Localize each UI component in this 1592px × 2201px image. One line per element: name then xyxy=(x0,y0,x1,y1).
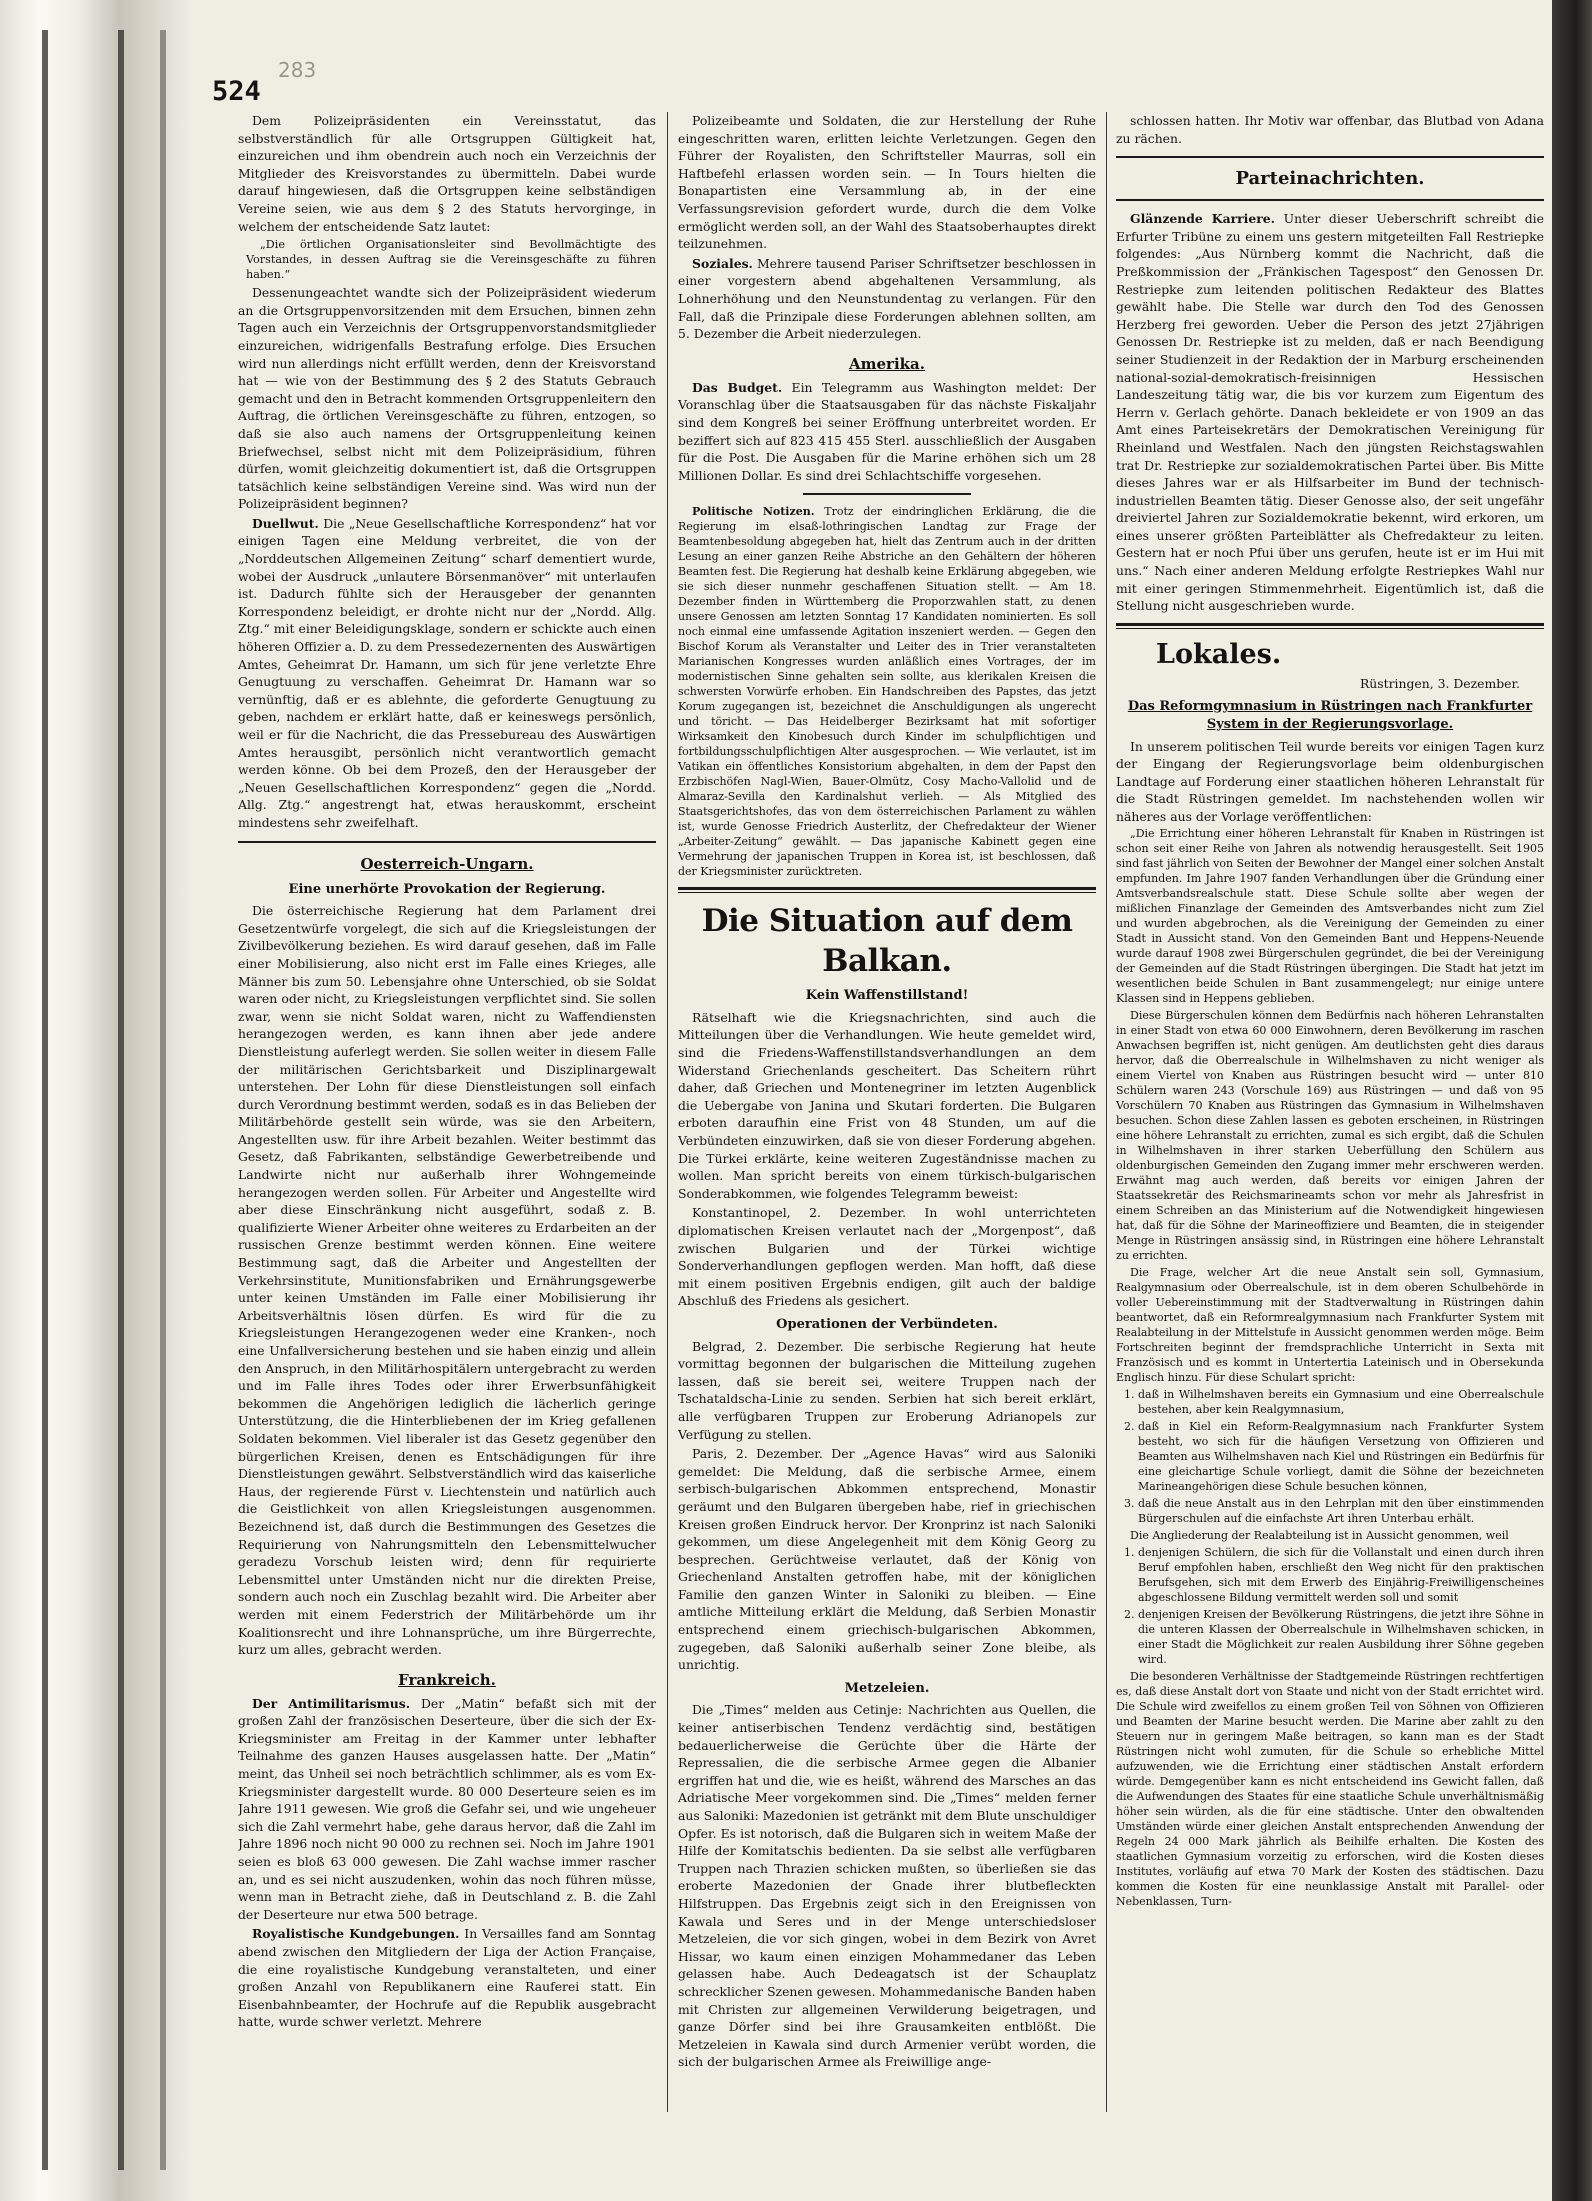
article-subheadline: Kein Waffenstillstand! xyxy=(805,988,969,1004)
paragraph xyxy=(678,379,1096,485)
page-right-edge xyxy=(1552,0,1592,2201)
item-text: Mehrere tausend Pariser Schriftsetzer beschlossen in einer vorgestern abend abgehaltenen Versammlung, als Lohnerhöhung und den Neunstundentag zu verlangen. Für den Fall, daß die Prinzipale diese Forderungen ablehnen sollten, am 5. Dezember die Arbeit niederzulegen. xyxy=(678,255,1096,342)
column-1 xyxy=(238,112,656,2152)
item-lead: Der Antimilitarismus. xyxy=(252,1695,411,1711)
list-item: 1. daß in Wilhelmshaven bereits ein Gymnasium und eine Oberrealschule bestehen, aber kein Realgymnasium, xyxy=(1138,1387,1544,1417)
article-headline: Eine unerhörte Provokation der Regierung. xyxy=(288,881,606,897)
item-lead: Glänzende Karriere. xyxy=(1130,211,1275,227)
pencil-mark: 283 xyxy=(278,58,317,82)
item-text: Ein Telegramm aus Washington meldet: Der Voranschlag über die Staatsausgaben für das nächste Fiskaljahr sind dem Kongreß bei seiner Eröffnung unterbreitet worden. Er beziffert sich auf 823 415 455 Sterl. ausschließlich der Ausgaben für die Post. Die Ausgaben für die Marine erhöhen sich um 28 Millionen Dollar. Es sind drei Schlachtschiffe vorgesehen. xyxy=(678,379,1096,483)
paragraph: Polizeibeamte und Soldaten, die zur Herstellung der Ruhe eingeschritten waren, erlitten leichte Verletzungen. Gegen den Führer der Royalisten, den Schriftsteller Maurras, soll ein Haftbefehl erlassen worden sein. — In Tours hielten die Bonapartisten eine Versammlung ab, in der eine Verfassungsrevision gefordert wurde, durch die dem Volke ermöglicht werden soll, an der Wahl des Staatsoberhauptes direkt teilzunehmen. xyxy=(678,113,1096,252)
paragraph: Dessenungeachtet wandte sich der Polizeipräsident wiederum an die Ortsgruppenvorsitzenden mit dem Ersuchen, binnen zehn Tagen auch ein Verzeichnis der Ortsgruppenvorstandsmitglieder einzureichen, widrigenfalls Bestrafung erfolge. Dies Ersuchen wird nun allerdings nicht erfüllt werden, denn der Kreisvorstand hat — wie von der Bestimmung des § 2 des Statuts Gebrauch gemacht und den in Betracht kommenden Ortsgruppenleitern den Auftrag, die örtlichen Vereinsgeschäfte zu führen, entzogen, so daß sie also auch namens der Ortsgruppenleitung keinen Briefwechsel, selbst nicht mit dem Polizeipräsidium, führen dürfen, womit gleichzeitig dokumentiert ist, daß die Ortsgruppen tatsächlich keine selbständigen Vereine sind. Was wird nun der Polizeipräsident beginnen? xyxy=(238,285,656,512)
paragraph xyxy=(678,255,1096,343)
item-text: Der „Matin“ befaßt sich mit der großen Zahl der französischen Deserteure, über die sich der Ex-Kriegsminister am Freitag in der Kammer unter lebhafter Teilnahme des ganzen Hauses ausgelassen hatte. Der „Matin“ meint, das Unheil sei noch beträchtlich schlimmer, als es vom Ex-Kriegsminister dargestellt wurde. 80 000 Deserteure seien es im Jahre 1911 gewesen. Wie groß die Gefahr sei, und wie ungeheuer sich die Zahl vermehrt habe, gehe daraus hervor, daß die Zahl im Jahre 1896 noch nicht 90 000 zu rechnen sei. Noch im Jahre 1901 seien es bloß 63 000 gewesen. Die Zahl wachse immer rascher an, und es sei nicht auszudenken, wohin das noch führen müsse, wenn man in Betracht ziehe, daß in Deutschland z. B. die Zahl der Deserteure nur etwa 500 betrage. xyxy=(238,1695,656,1922)
column-divider xyxy=(1106,112,1107,2112)
section-heading-oesterreich: Oesterreich-Ungarn. xyxy=(360,854,534,873)
paragraph: Belgrad, 2. Dezember. Die serbische Regierung hat heute vormittag begonnen der bulgarischen die Mitteilung zugehen lassen, daß sie bereit sei, weitere Truppen nach der Tschataldscha-Linie zu senden. Serbien hat sich bereit erklärt, alle verfügbaren Truppen zur Eroberung Adrianopels zur Verfügung zu stellen. xyxy=(678,1338,1096,1442)
article-subheadline: Metzeleien. xyxy=(844,1680,930,1696)
paragraph: Dem Polizeipräsidenten ein Vereinsstatut, das selbstverständlich für alle Ortsgruppen Gültigkeit hat, einzureichen und ihm obendrein auch noch ein Verzeichnis der Mitglieder des Kreisvorstandes zu übermitteln. Dabei wurde darauf hingewiesen, daß die Ortsgruppen keine selbständigen Vereine seien, wie aus dem § 2 des Statuts hervorginge, in welchem der entscheidende Satz lautet: xyxy=(238,113,656,234)
paragraph: Rätselhaft wie die Kriegsnachrichten, sind auch die Mitteilungen über die Verhandlungen. Wie heute gemeldet wird, sind die Friedens-Waffenstillstandsverhandlungen an dem Widerstand Griechenlands gescheitert. Das Scheitern rührt daher, daß Griechen und Montenegriner im letzten Augenblick die Uebergabe von Janina und Skutari forderten. Die Bulgaren erboten daraufhin eine Frist von 48 Stunden, um auf die Verbündeten einzuwirken, daß sie von dieser Forderung abgehen. Die Türkei erklärte, keine weiteren Zugeständnisse machen zu wollen. Man spricht bereits von einem türkisch-bulgarischen Sonderabkommen, wie folgendes Telegramm beweist: xyxy=(678,1009,1096,1201)
section-heading-lokales: Lokales. xyxy=(1156,638,1282,670)
binding-fold xyxy=(118,30,124,2170)
quoted-bill xyxy=(1116,826,1544,1909)
separator xyxy=(1116,623,1544,629)
quote: „Die örtlichen Organisationsleiter sind Bevollmächtigte des Vorstandes, in dessen Auftrag sie die Vereinsgeschäfte zu führen haben.“ xyxy=(246,238,656,282)
item-lead: Soziales. xyxy=(692,255,753,271)
item-text: Unter dieser Ueberschrift schreibt die Erfurter Tribüne zu einem uns gestern mitgeteilten Fall Restriepke folgendes: „Aus Nürnberg kommt die Nachricht, daß die Preßkommission der „Fränkischen Tagespost“ den Genossen Dr. Restriepke zum leitenden politischen Redakteur des Blattes gewählt habe. Die Stelle war durch den Tod des Genossen Herzberg frei geworden. Ueber die Person des jetzt 27jährigen Genossen Dr. Restriepke ist zu melden, daß er nach Beendigung seiner Studienzeit in der Redaktion der in Marburg erscheinenden national-sozial-demokratisch-freisinnigen Hessischen Landeszeitung tätig war, die bis vor kurzem zum Eigentum des Herrn v. Gerlach gehörte. Danach bekleidete er von 1909 an das Amt eines Parteisekretärs der Demokratischen Vereinigung für Rheinland und Westfalen. Nach den jüngsten Reichstagswahlen trat Dr. Restriepke zur sozialdemokratischen Partei über. Bis Mitte dieses Jahres war er als Hilfsarbeiter im Bund der technisch-industriellen Beamten tätig. Dieser Genosse also, der seit ungefähr dreiviertel Jahren zur Sozialdemokratie bekennt, wird erkoren, um eines unserer größten Parteiblätter als Chefredakteur zu leiten. Gestern hat er noch Pfui über uns gerufen, heute ist er im Hui mit uns.“ Nach einer anderen Meldung erfolgte Restriepkes Wahl nur mit einer geringen Stimmenmehrheit. Eigentümlich ist, daß die Stellung nicht ausgeschrieben wurde. xyxy=(1116,211,1544,614)
list-item: 2. denjenigen Kreisen der Bevölkerung Rüstringens, die jetzt ihre Söhne in die unteren Klassen der Oberrealschule in Wilhelmshaven schicken, in einer Stadt die Möglichkeit zur realen Ausbildung ihrer Söhne gegeben wird. xyxy=(1138,1607,1544,1667)
column-3 xyxy=(1116,112,1544,2152)
column-divider xyxy=(667,112,668,2112)
paragraph: Die besonderen Verhältnisse der Stadtgemeinde Rüstringen rechtfertigen es, daß diese Anstalt dort von Staate und nicht von der Stadt errichtet wird. Die Schule wird zweifellos zu einem großen Teil von Söhnen von Offizieren und Beamten der Marine besucht werden. Die Marine aber zahlt zu den Steuern nur in geringem Maße beitragen, so kann man es der Stadt Rüstringen nicht wohl zumuten, für die Schule so erhebliche Mittel aufzuwenden, wie die Errichtung einer städtischen Anstalt erfordern würde. Demgegenüber kann es nicht entscheidend ins Gewicht fallen, daß die Aufwendungen des Staates für eine staatliche Schule unverhältnismäßig höher sein würden, als die für eine städtische. Unter den obwaltenden Umständen würde einer gleichen Anstalt entsprechenden Anwendung der Regeln 24 000 Mark jährlich als Beihilfe erhalten. Die Kosten des staatlichen Gymnasium vorzeitig zu erforschen, wird die Kosten dieses Institutes, vorläufig auf etwa 70 Mark der Kosten des städtischen. Dazu kommen die Kosten für eine neunklassige Anstalt mit Parallel- oder Nebenklassen, Turn- xyxy=(1116,1669,1544,1908)
list-item: 1. denjenigen Schülern, die sich für die Vollanstalt und einen durch ihren Beruf empfohlen haben, erschließt den Weg nicht für den praktischen Berufsgehen, sich mit dem Erwerb des Einjährig-Freiwilligenscheines abgeschlossene Bildung vermittelt werden soll und somit xyxy=(1138,1545,1544,1605)
reasons-list xyxy=(1116,1545,1544,1667)
section-heading-parteinachrichten: Parteinachrichten. xyxy=(1235,168,1425,190)
paragraph: Die österreichische Regierung hat dem Parlament drei Gesetzentwürfe vorgelegt, die sich auf die Kriegsleistungen der Zivilbevölkerung beziehen. Es wird darauf gesehen, daß im Falle einer Mobilisierung, also nicht erst im Falle eines Krieges, alle Männer bis zum 50. Lebensjahre ohne Unterschied, ob sie Soldat waren oder nicht, zu Kriegsleistungen verpflichtet sind. Sie sollen zwar, wenn sie nicht Soldat waren, nicht zu Waffendiensten herangezogen werden, es kann ihnen aber jede andere Dienstleistung auferlegt werden. Sie sollen weiter in diesem Falle der militärischen Gerichtsbarkeit und Disziplinargewalt unterstehen. Der Lohn für diese Dienstleistungen soll einfach durch Verordnung bestimmt werden, sodaß es in das Belieben der Militärbehörde gestellt sein würde, was sie den Arbeitern, Angestellten usw. für ihre Arbeit bezahlen. Weiter bestimmt das Gesetz, daß Fabrikanten, selbständige Gewerbetreibende und Landwirte nicht nur außerhalb ihrer Wohngemeinde herangezogen werden sollen. Für Arbeiter und Angestellte wird aber diese Einschränkung nicht ausgeführt, sodaß z. B. qualifizierte Wiener Arbeiter ohne weiteres zu Erdarbeiten an der russischen Grenze bestimmt werden können. Eine weitere Bestimmung sagt, daß die Arbeiter und Angestellten der Verkehrsinstitute, Munitionsfabriken und Ernährungsgewerbe unter keinen Umständen im Falle einer Mobilisierung ihr Arbeitsverhältnis lösen dürfen. Es wird für die zu Kriegsleistungen Herangezogenen weder eine Kranken-, noch eine Unfallversicherung bestehen und sie haben einzig und allein den Anspruch, in den Militärhospitälern untergebracht zu werden und im Falle ihres Todes oder ihrer Erwerbsunfähigkeit bekommen die Angehörigen lediglich die lächerlich geringe Unterstützung, die die Hinterbliebenen der im Krieg gefallenen Soldaten bekommen. Viel liberaler ist das Gesetz gegenüber den bürgerlichen Kreisen, denen es Entschädigungen für ihre Dienstleistungen gewährt. Selbstverständlich wird das kaiserliche Haus, der regierende Fürst v. Liechtenstein und natürlich auch die Geistlichkeit von allen Kriegsleistungen ausgenommen. Bezeichnend ist, daß durch die Bestimmungen des Gesetzes die Requirierung von Nahrungsmitteln den Lebensmittelwucher geradezu Vorschub leisten wird; denn für requirierte Lebensmittel unter Umständen nicht nur die direkten Preise, sondern auch noch ein Zuschlag bezahlt wird. Die Arbeiter aber werden mit einem Federstrich der Militärbehörde um ihr Koalitionsrecht und ihre Lohnansprüche, um ihre Bürgerrechte, kurz um alles, gebracht werden. xyxy=(238,903,656,1658)
item-lead: Duellwut. xyxy=(252,515,319,531)
separator xyxy=(678,887,1096,893)
paragraph: Die „Times“ melden aus Cetinje: Nachrichten aus Quellen, die keiner antiserbischen Tendenz verdächtig sind, bestätigen bedauerlicherweise die Gerüchte über die Härte der Repressalien, die die serbische Armee gegen die Albanier ergriffen hat und die, wie es heißt, während des Marsches an das Adriatische Meer vorgekommen sind. Die „Times“ melden ferner aus Saloniki: Mazedonien ist getränkt mit dem Blute unschuldiger Opfer. Es ist notorisch, daß die Bulgaren sich in weitem Maße der Hilfe der Komitatschis bedienten. Da sie selbst alle verfügbaren Truppen nach Thrazien schicken mußten, so überließen sie das eroberte Mazedonien der Gnade ihrer blutbefleckten Hilfstruppen. Das Ergebnis zeigt sich in den Ereignissen von Kawala und Seres und in der Menge unterschiedsloser Metzeleien, die vor sich gingen, wobei in dem Bezirk von Avret Hissar, wo kaum einen einzigen Mohammedaner das Leben gelassen habe. Auch Dedeagatsch ist der Schauplatz schrecklicher Szenen gewesen. Mohammedanische Banden haben mit Christen zur allgemeinen Verwilderung beigetragen, und ganze Dörfer sind bei ihre Grausamkeiten entblößt. Die Metzeleien in Kawala sind durch Armenier verübt worden, die sich der bulgarischen Armee als Freiwillige ange- xyxy=(678,1702,1096,2070)
paragraph xyxy=(678,504,1096,879)
section-heading-amerika: Amerika. xyxy=(849,354,925,373)
paragraph: „Die Errichtung einer höheren Lehranstalt für Knaben in Rüstringen ist schon seit einer Reihe von Jahren als notwendig herausgestellt. Seit 1905 sind fast jährlich von Seiten der Bewohner der Mangel einer solchen Anstalt empfunden. Im Jahre 1907 fanden Verhandlungen über die Gründung einer Amtsverbandsrealschule statt. Diese Schule sollte aber wegen der mißlichen Finanzlage der Gemeinden des Amtsverbandes nicht zum Ziel und wurden abgebrochen, als die Vereinigung der Gemeinden zu einer Stadt in Aussicht stand. Von den Gemeinden Bant und Heppens-Neuende wurde darauf 1908 zwei Bürgerschulen gegründet, die bei der Vereinigung der Gemeinden auf die Stadt Rüstringen übergingen. Die Stadt hat jetzt im wesentlichen beide Schulen in Bant zusammengelegt; nur einige untere Klassen sind in Heppens geblieben. xyxy=(1116,826,1544,1005)
paragraph xyxy=(1116,210,1544,615)
reasons-list xyxy=(1116,1387,1544,1526)
item-text: Trotz der eindringlichen Erklärung, die die Regierung im elsaß-lothringischen Landtag zur Frage der Beamtenbesoldung abgegeben hat, hielt das Zentrum auch in der dritten Lesung an einer ganzen Reihe Abstriche an den Gehältern der höheren Beamten fest. Die Regierung hat deshalb keine Erklärung abgegeben, wie sie sich dieser nunmehr geschaffenen Situation stellt. — Am 18. Dezember finden in Württemberg die Proporzwahlen statt, zu denen unsere Genossen am letzten Sonntag 17 Kandidaten nominierten. Es soll noch einmal eine umfassende Agitation inszeniert werden. — Gegen den Bischof Korum als Veranstalter und Leiter des in Trier veranstalteten Marianischen Kongresses wurden anläßlich eines Vortrages, der im modernistischen Sinne gehalten sein sollte, aus klerikalen Kreisen die schwersten Vorwürfe erhoben. Ein Handschreiben des Papstes, das jetzt Korum zugegangen ist, bezeichnet die Anschuldigungen als ungerecht und töricht. — Das Heidelberger Bezirksamt hat mit sofortiger Wirksamkeit den Kinobesuch durch Kinder im schulpflichtigen und fortbildungsschulpflichtigen Alter ausgesprochen. — Wie verlautet, ist im Vatikan ein öffentliches Konsistorium abgehalten, in dem der Papst den Erzbischöfen Nagl-Wien, Bauer-Olmütz, Cosy Macho-Vallolid und de Almaraz-Sevilla den Kardinalshut verlieh. — Als Mitglied des Staatsgerichtshofes, das von dem österreichischen Parlament zu wählen ist, wurde Genosse Friedrich Austerlitz, der Chefredakteur der Wiener „Arbeiter-Zeitung“ gewählt. — Das japanische Kabinett gegen eine Vermehrung der japanischen Truppen in Korea ist, ist beschlossen, daß der Kriegsminister zurücktreten. xyxy=(678,505,1096,879)
paragraph: Paris, 2. Dezember. Der „Agence Havas“ wird aus Saloniki gemeldet: Die Meldung, daß die serbische Armee, einem serbisch-bulgarischen Abkommen entsprechend, Monastir geräumt und den Bulgaren übergeben habe, rief in griechischen Kreisen großen Eindruck hervor. Der Kronprinz ist nach Saloniki gekommen, um diese Angelegenheit mit dem König Georg zu besprechen. Gerüchtweise verlautet, daß der König von Griechenland Anstalten getroffen habe, mit der königlichen Familie den ganzen Winter in Saloniki zu bleiben. — Eine amtliche Mitteilung erklärt die Meldung, daß Serbien Monastir entsprechend einem griechisch-bulgarischen Abkommen, zugegeben, daß Saloniki außerhalb seiner Zone bleibe, als unrichtig. xyxy=(678,1446,1096,1673)
article-headline: Das Reformgymnasium in Rüstringen nach Frankfurter System in der Regierungsvorlage. xyxy=(1127,699,1533,733)
paragraph: Die Frage, welcher Art die neue Anstalt sein soll, Gymnasium, Realgymnasium oder Oberrealschule, ist in dem oberen Schulbehörde in voller Uebereinstimmung mit der Stadtverwaltung in Rüstringen dahin beantwortet, daß ein Reformrealgymnasium nach Frankfurter System mit Realabteilung in der Mittelstufe in Aussicht genommen werden möge. Beim Fortschreiten beginnt der fremdsprachliche Unterricht in Sexta mit Französisch und es kommt in Untertertia Lateinisch und in Obersekunda Englisch hinzu. Für diese Schulart spricht: xyxy=(1116,1265,1544,1384)
list-item: 2. daß in Kiel ein Reform-Realgymnasium nach Frankfurter System besteht, wo sich für die häufigen Versetzung von Offizieren und Beamten aus Wilhelmshaven nach Kiel und Rüstringen ein Bedürfnis für eine gleichartige Schule vorliegt, damit die Söhne der bezeichneten Marineangehörigen diese Schule besuchen können, xyxy=(1138,1419,1544,1494)
list-item: 3. daß die neue Anstalt aus in den Lehrplan mit den über einstimmenden Bürgerschulen auf die einfachste Art ihren Unterbau erhält. xyxy=(1138,1496,1544,1526)
article-subheadline: Operationen der Verbündeten. xyxy=(776,1316,998,1332)
binding-fold xyxy=(160,30,166,2170)
separator xyxy=(238,841,656,843)
item-lead: Royalistische Kundgebungen. xyxy=(252,1926,460,1942)
item-text: In Versailles fand am Sonntag abend zwischen den Mitgliedern der Liga der Action Française, die eine royalistische Kundgebung veranstalteten, und einer großen Anzahl von Republikanern eine Rauferei statt. Ein Eisenbahnbeamter, der Hochrufe auf die Republik ausgebracht hatte, wurde schwer verletzt. Mehrere xyxy=(238,1926,656,2030)
paragraph xyxy=(238,1925,656,2031)
paragraph: In unserem politischen Teil wurde bereits vor einigen Tagen kurz der Eingang der Regierungsvorlage beim oldenburgischen Landtage auf Forderung einer staatlichen höheren Lehranstalt für die Stadt Rüstringen gemeldet. Im nachstehenden wollen wir näheres aus der Vorlage veröffentlichen: xyxy=(1116,738,1544,824)
section-heading-frankreich: Frankreich. xyxy=(398,1670,496,1689)
paragraph: Die Angliederung der Realabteilung ist in Aussicht genommen, weil xyxy=(1130,1528,1509,1542)
paragraph: schlossen hatten. Ihr Motiv war offenbar, das Blutbad von Adana zu rächen. xyxy=(1116,113,1544,146)
paragraph xyxy=(238,515,656,832)
column-2 xyxy=(678,112,1096,2152)
political-notes-block xyxy=(678,504,1096,879)
headline-balkan: Die Situation auf dem Balkan. xyxy=(701,903,1073,980)
separator xyxy=(1116,156,1544,158)
binding-fold xyxy=(42,30,48,2170)
page-number: 524 xyxy=(212,76,261,107)
dateline: Rüstringen, 3. Dezember. xyxy=(1359,675,1520,691)
paragraph xyxy=(238,1695,656,1924)
item-lead: Politische Notizen. xyxy=(692,505,815,519)
paragraph: Diese Bürgerschulen können dem Bedürfnis nach höheren Lehranstalten in einer Stadt von etwa 60 000 Einwohnern, deren Bevölkerung im raschen Anwachsen begriffen ist, nicht genügen. Am deutlichsten geht dies daraus hervor, daß die Oberrealschule in Wilhelmshaven zu nicht weniger als einem Viertel von Knaben aus Rüstringen besucht wird — unter 810 Schülern waren 243 (Vorschule 169) aus Rüstringen — und daß von 95 Vorschülern 70 Knaben aus Rüstringen das Gymnasium in Wilhelmshaven besuchen. Schon diese Zahlen lassen es geboten erscheinen, in Rüstringen eine höhere Lehranstalt zu errichten, zumal es sich ergibt, daß die Schulen in Wilhelmshaven in ihrer starken Ueberfüllung den Schülern aus oldenburgischen Gemeinden den Zugang immer mehr erschweren werden. Erwähnt mag auch werden, daß bereits vor einigen Jahren der Staatssekretär des Reichsmarineamts schon vor mehr als Jahresfrist in einem Schreiben an das Ministerium auf die Notwendigkeit hingewiesen hat, daß für die Söhne der Marineoffiziere und Beamten, die in steigender Menge in Rüstringen ansässig sind, in Rüstringen eine höhere Lehranstalt zu errichten. xyxy=(1116,1008,1544,1262)
item-lead: Das Budget. xyxy=(692,379,783,395)
item-text: Die „Neue Gesellschaftliche Korrespondenz“ hat vor einigen Tagen eine Meldung verbreitet, die von der „Norddeutschen Allgemeinen Zeitung“ scharf dementiert wurde, wobei der Ausdruck „unlautere Börsenmanöver“ mit unterlaufen ist. Dadurch fühlte sich der Herausgeber der genannten Korrespondenz beleidigt, er drohte nicht nur der „Nordd. Allg. Ztg.“ mit einer Beleidigungsklage, sondern er schickte auch einen höheren Offizier a. D. zu dem Pressedezernenten des Auswärtigen Amtes, Geheimrat Dr. Hamann, um sich für jene verletzte Ehre Genugtuung zu verschaffen. Geheimrat Dr. Hamann war so vernünftig, daß er es ablehnte, die geforderte Genugtuung zu geben, nachdem er erklärt hatte, daß er keineswegs persönlich, weil er für die Nachricht, die das Pressebureau des Auswärtigen Amtes herausgibt, persönlich nicht verantwortlich gemacht werden könne. Ob bei dem Prozeß, den der Herausgeber der „Neuen Gesellschaftlichen Korrespondenz“ gegen die „Nordd. Allg. Ztg.“ angestrengt hat, etwas herauskommt, erscheint mindestens sehr zweifelhaft. xyxy=(238,515,656,830)
paragraph: Konstantinopel, 2. Dezember. In wohl unterrichteten diplomatischen Kreisen verlautet nach der „Morgenpost“, daß zwischen Bulgarien und der Türkei wichtige Sonderverhandlungen gepflogen werden. Man hofft, daß diese mit einem positiven Ergebnis endigen, gilt auch der baldige Abschluß des Friedens als gesichert. xyxy=(678,1205,1096,1309)
separator xyxy=(1116,199,1544,201)
separator xyxy=(803,493,970,495)
